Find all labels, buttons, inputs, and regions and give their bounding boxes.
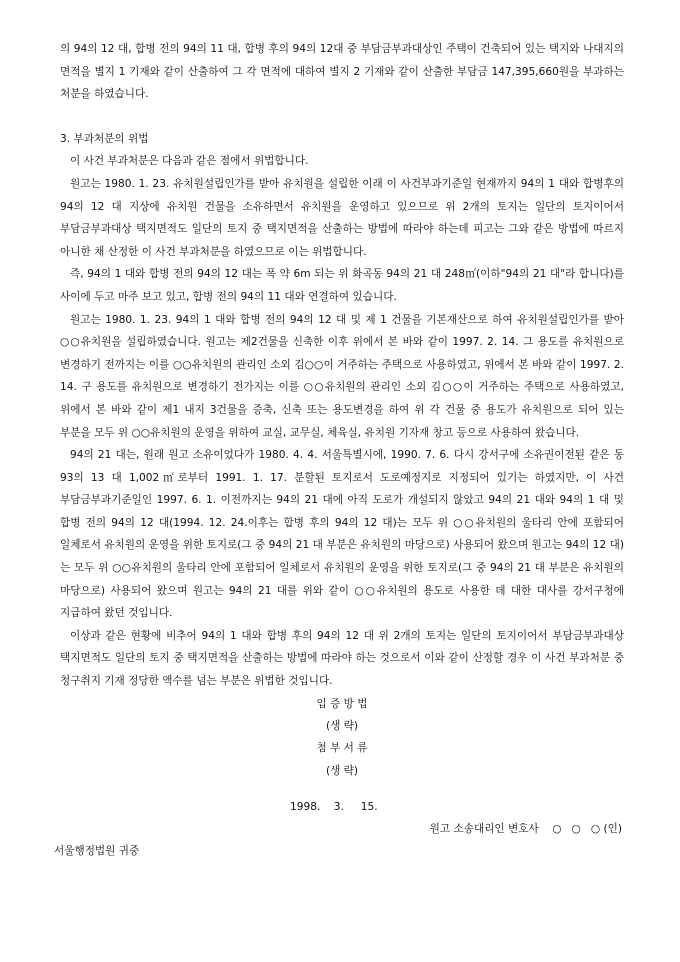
attachment-title: 첨 부 서 류 [316, 742, 368, 755]
paragraph-6: 이상과 같은 현황에 비추어 94의 1 대와 합병 후의 94의 12 대 위 2개의 토지는 일단의 토지이어서 부담금부과대상 택지면적도 일단의 토지 중 택지면적을 산출하는 방법에 따라야 하는 것으로서 이와 같이 산정할 경우 이 사건 부과처분 중 청구취지 기재 정당한 액수를 넘는 부분은 위법한 것입니다. [60, 629, 624, 688]
spacer [60, 106, 624, 128]
paragraph-intro: 의 94의 12 대, 합병 전의 94의 11 대, 합병 후의 94의 12대 중 부담금부과대상인 주택이 건축되어 있는 택지와 나대지의 면적을 별지 1 기재와 같이 산출하여 그 각 면적에 대하여 별지 2 기재와 같이 산출한 부담금 147,395,660원을 부과하는 처분을 하였습니다. [60, 43, 624, 101]
evidence-body: (생 략) [325, 720, 359, 733]
paragraph-2: 원고는 1980. 1. 23. 유치원설립인가를 받아 유치원을 설립한 이래 이 사건부과기준일 현재까지 94의 1 대와 합병후의 94의 12 대 지상에 유치원 건물을 소유하면서 유치원을 운영하고 있으므로 위 2개의 토지는 일단의 토지이어서 부담금부과대상 택지면적도 일단의 토지 중 택지면적을 산출하는 방법에 따라야 하는데 피고는 그와 같은 방법에 따르지 아니한 채 산정한 이 사건 부과처분을 하였으므로 이는 위법합니다. [60, 177, 624, 258]
paragraph-3: 즉, 94의 1 대와 합병 전의 94의 12 대는 폭 약 6m 되는 위 화곡동 94의 21 대 248㎡(이하"94의 21 대"라 합니다)를 사이에 두고 마주 보고 있고, 합병 전의 94의 11 대와 연결하여 있습니다. [60, 268, 624, 303]
attachment-body: (생 략) [325, 764, 359, 777]
paragraph-5: 94의 21 대는, 원래 원고 소유이었다가 1980. 4. 4. 서울특별시에, 1990. 7. 6. 다시 강서구에 소유권이전된 같은 동 93의 13 대 1,002㎡로부터 1991. 1. 17. 분할된 토지로서 도로예정지로 지정되어 있기는 하였지만, 이 사건 부담금부과기준일인 1997. 6. 1. 이전까지는 94의 21 대에 아직 도로가 개설되지 않았고 94의 21 대와 94의 1 대 및 합병 전의 94의 12 대(1994. 12. 24.이후는 합병 후의 94의 12 대)는 모두 위 ○○유치원의 울타리 안에 포함되어 일체로서 유치원의 운영을 위한 토지로(그 중 94의 21 대 부분은 유치원의 마당으로) 사용되어 왔으며 원고는 94의 12 대)는 모두 위 ○○유치원의 울타리 안에 포함되어 일체로서 유치원의 운영을 위한 토지로(그 중 94의 21 대 부분은 유치원의 마당으로) 사용되어 왔으며 원고는 94의 21 대를 위와 같이 ○○유치원의 용도로 사용한 데 대한 대사를 강서구청에 지급하여 왔던 것입니다. [60, 449, 624, 620]
document-date: 1998. 3. 15. [290, 801, 378, 814]
paragraph-4: 원고는 1980. 1. 23. 94의 1 대와 합병 전의 94의 12 대 및 제 1 건물을 기본재산으로 하여 유치원설립인가를 받아 ○○유치원을 설립하였습니다. 원고는 제2건물을 신축한 이후 위에서 본 바와 같이 1997. 2. 14. 그 용도를 유치원으로 변경하기 전까지는 이를 ○○유치원의 관리인 소외 김○○이 거주하는 주택으로 사용하였고, 위에서 본 바와 같이 1997. 2. 14. 구 용도를 유치원으로 변경하기 전가지는 이를 ○○유치원의 관리인 소외 김○○이 거주하는 주택으로 사용하였고, 위에서 본 바와 같이 제1 내지 3건물을 증축, 신축 또는 용도변경을 하여 위 각 건물 중 용도가 유치원으로 되어 있는 부분을 모두 위 ○○유치원의 운영을 위하여 교실, 교무실, 체육실, 유치원 기자재 창고 등으로 사용하여 왔습니다. [60, 313, 624, 439]
court-addressee: 서울행정법원 귀중 [54, 845, 140, 858]
paragraph-1: 이 사건 부과처분은 다음과 같은 점에서 위법합니다. [70, 155, 309, 168]
signature-line: 원고 소송대리인 변호사 ○ ○ ○ (인) [429, 823, 622, 836]
evidence-title: 입 증 방 법 [316, 697, 368, 710]
section-heading: 3. 부과처분의 위법 [60, 132, 149, 145]
